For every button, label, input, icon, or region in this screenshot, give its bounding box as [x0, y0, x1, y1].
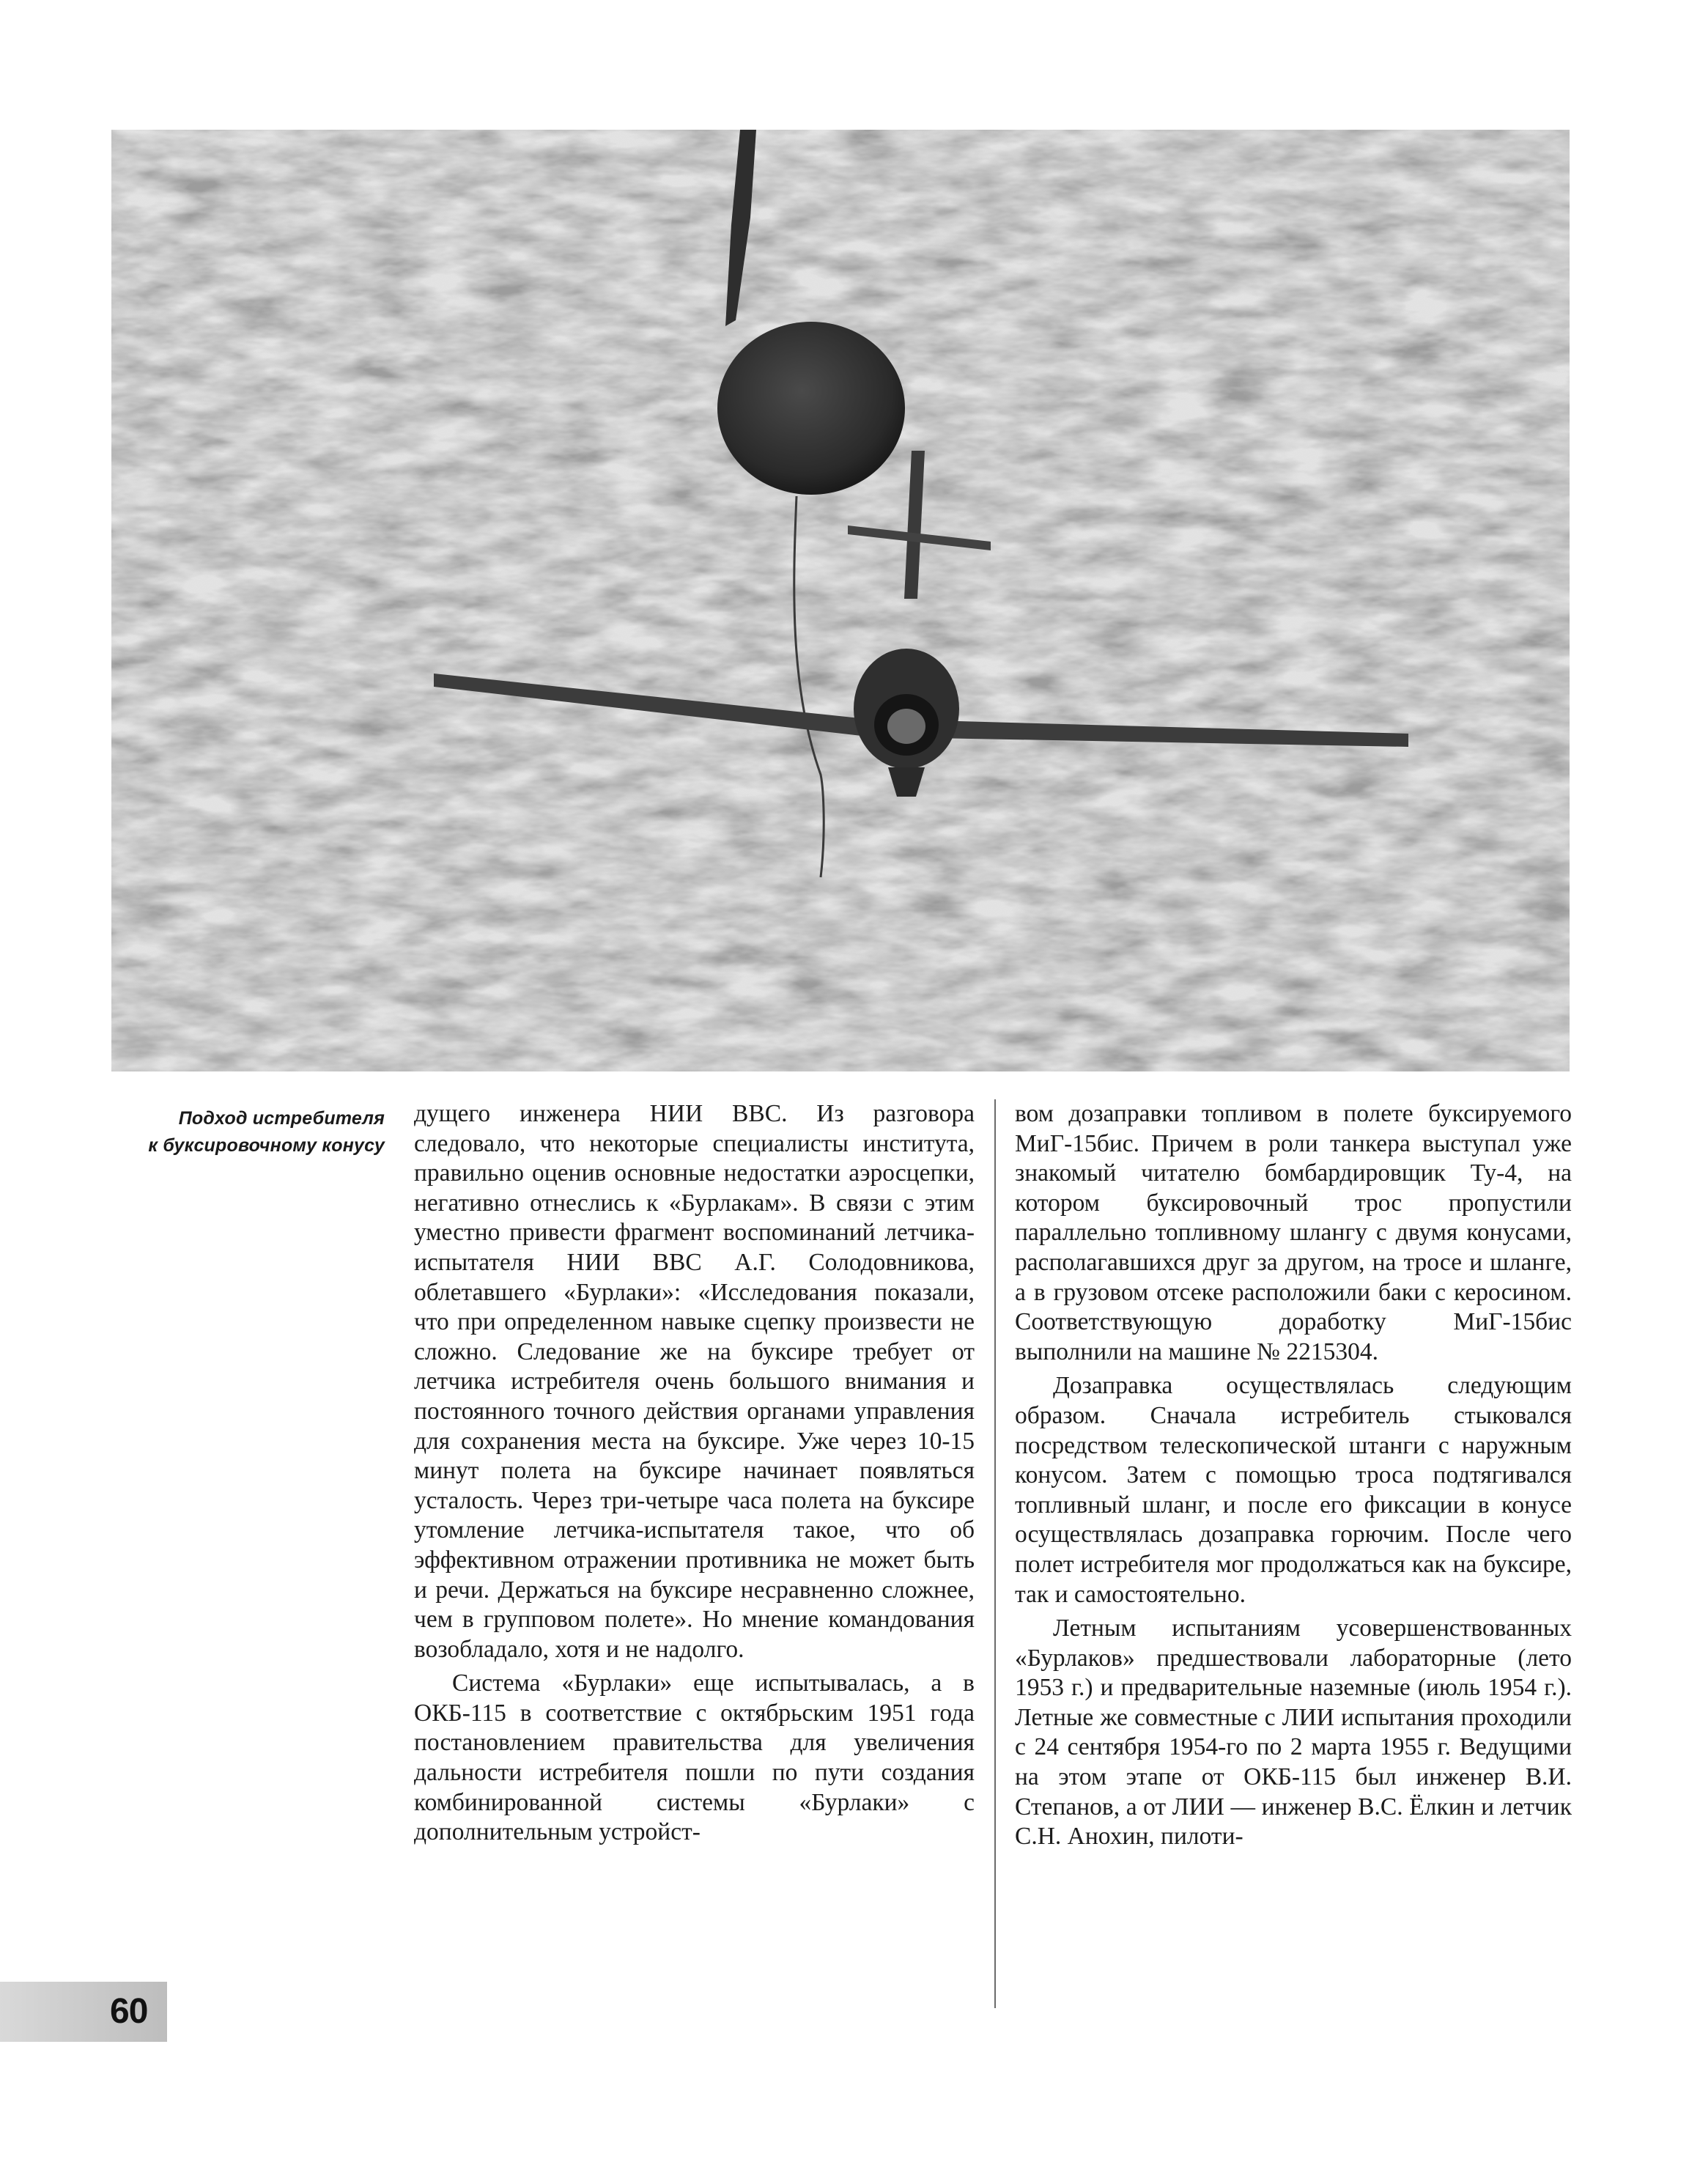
- caption-line-1: Подход истребителя: [178, 1108, 385, 1129]
- paragraph: Система «Бурлаки» еще испытывалась, а в ОКБ-115 в соответствие с октябрьским 1951 года постановлением правительства для увеличения дальности истребителя пошли по пути создания комбинированной системы «Бурлаки» с дополнительным устройст-: [414, 1670, 975, 1846]
- paragraph: вом дозаправки топливом в полете буксируемого МиГ-15бис. Причем в роли танкера выступал уже знакомый читателю бомбардировщик Ту-4, на котором буксировочный трос пропустили параллельно топливному шлангу с двумя конусами, располагавшихся друг за другом, на тросе и шланге, а в грузовом отсеке расположили баки с керосином. Соответствующую доработку МиГ-15бис выполнили на машине № 2215304.: [1015, 1100, 1572, 1365]
- paragraph: Летным испытаниям усовершенствованных «Бурлаков» предшествовали лабораторные (лето 1953 г.) и предварительные наземные (июль 1954 г.). Летные же совместные с ЛИИ испытания проходили с 24 сентября 1954-го по 2 марта 1955 г. Ведущими на этом этапе от ОКБ-115 был инженер В.И. Степанов, а от ЛИИ — инженер В.С. Ёлкин и летчик С.Н. Анохин, пилоти-: [1015, 1615, 1572, 1851]
- text-column-left: [414, 1099, 975, 1852]
- photo-fighter-approaching-cone: [111, 130, 1570, 1071]
- column-divider: [994, 1099, 996, 2008]
- text-column-right: [1015, 1099, 1572, 1856]
- paragraph: дущего инженера НИИ ВВС. Из разговора следовало, что некоторые специалисты института, правильно оценив основные недостатки аэросцепки, негативно отнеслись к «Бурлакам». В связи с этим уместно привести фрагмент воспоминаний летчика-испытателя НИИ ВВС А.Г. Солодовникова, облетавшего «Бурлаки»: «Исследования показали, что при определенном навыке сцепку произвести не сложно. Следование же на буксире требует от летчика истребителя очень большого внимания и постоянного точного действия органами управления для сохранения места на буксире. Уже через 10-15 минут полета на буксире начинает появляться усталость. Через три-четыре часа полета на буксире утомление летчика-испытателя такое, что об эффективном отражении противника не может быть и речи. Держаться на буксире несравненно сложнее, чем в групповом полете». Но мнение командования возобладало, хотя и не надолго.: [414, 1100, 975, 1663]
- photo-caption: [88, 1105, 385, 1159]
- page-number: 60: [110, 1992, 148, 2031]
- aircraft-refueling-photo-icon: [111, 130, 1570, 1071]
- paragraph: Дозаправка осуществлялась следующим образом. Сначала истребитель стыковался посредством телескопической штанги с наружным конусом. Затем с помощью троса подтягивался топливный шланг, и после его фиксации в конусе осуществлялась дозаправка горючим. После чего полет истребителя мог продолжаться как на буксире, так и самостоятельно.: [1015, 1372, 1572, 1608]
- caption-line-2: к буксировочному конусу: [148, 1135, 385, 1156]
